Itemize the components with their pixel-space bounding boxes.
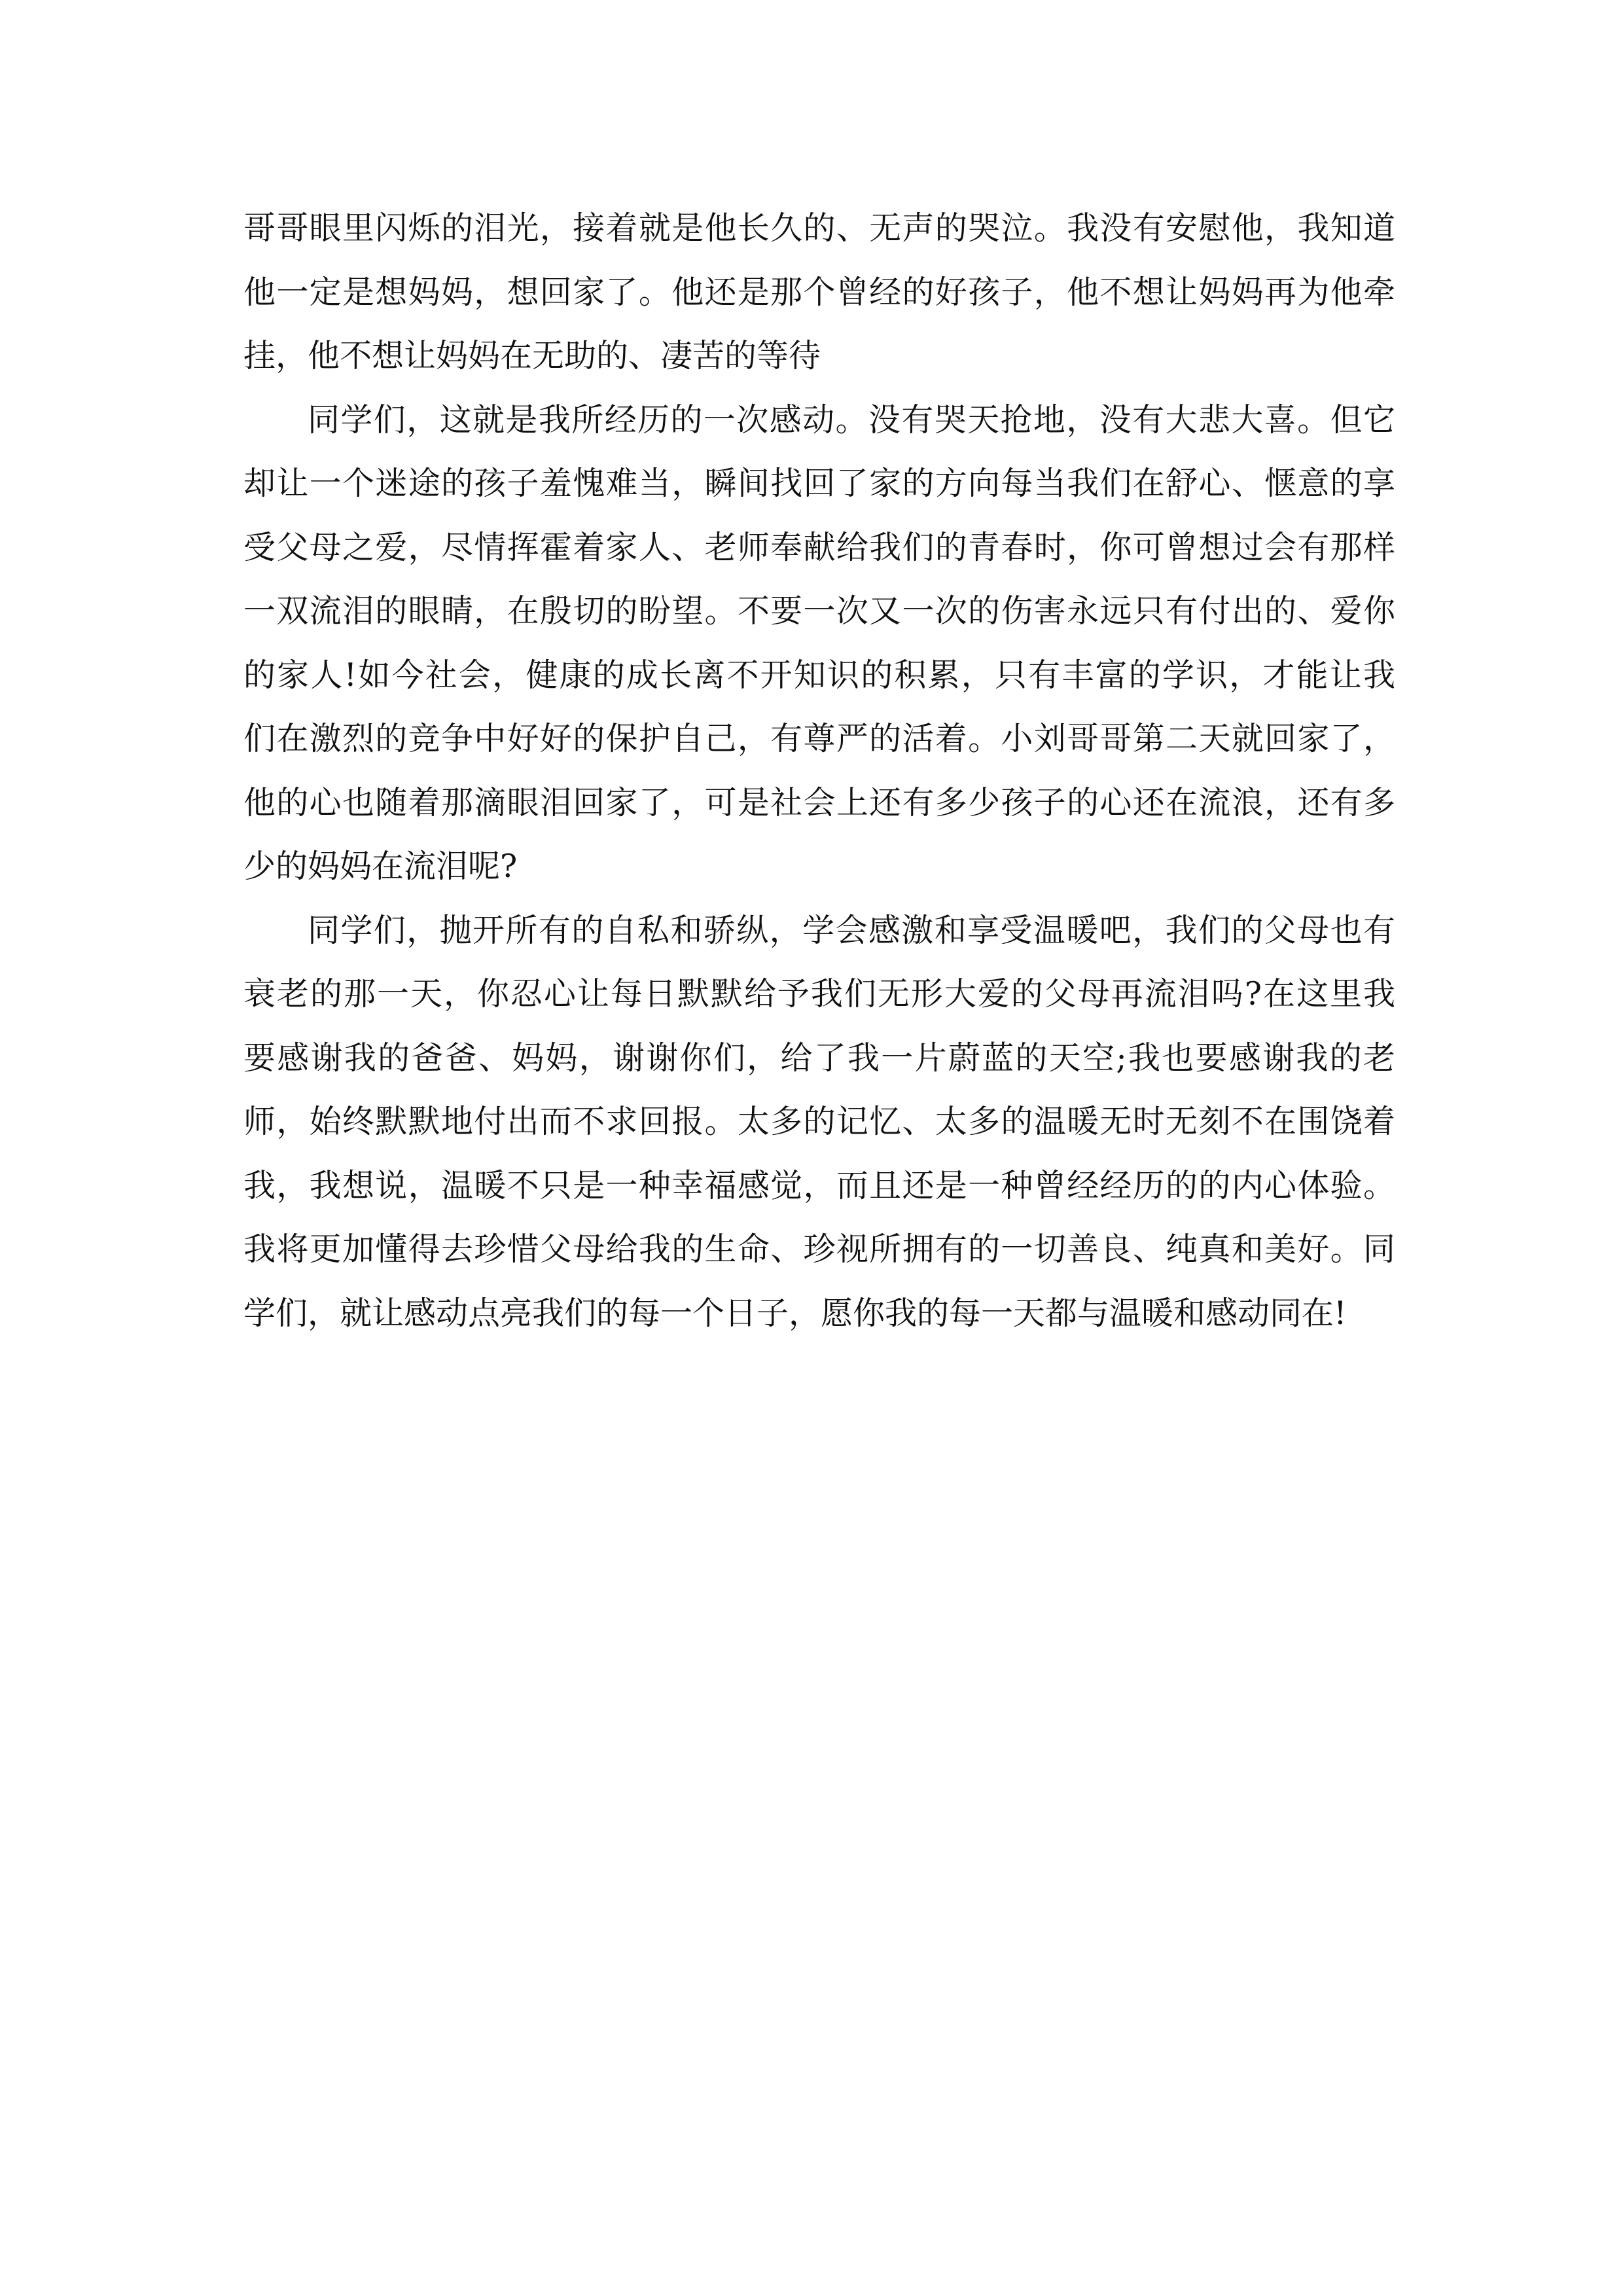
document-body	[243, 196, 1395, 1345]
paragraph-2	[243, 388, 1395, 899]
paragraph-3-line-1: 同学们，抛开所有的自私和骄纵，学会感激和享受温暖吧，我们的父母也有	[308, 911, 1395, 949]
paragraph-1-line-3: 挂，他不想让妈妈在无助的、凄苦的等待	[243, 337, 821, 374]
paragraph-3	[243, 899, 1395, 1346]
paragraph-3-line-2: 衰老的那一天，你忍心让每日默默给予我们无形大爱的父母再流泪吗?在这里我	[243, 975, 1395, 1013]
paragraph-1-line-1: 哥哥眼里闪烁的泪光，接着就是他长久的、无声的哭泣。我没有安慰他，我知道	[243, 209, 1395, 247]
paragraph-2-line-5: 的家人!如今社会，健康的成长离不开知识的积累，只有丰富的学识，才能让我	[243, 656, 1395, 694]
paragraph-1	[243, 196, 1395, 388]
paragraph-2-line-6: 们在激烈的竞争中好好的保护自己，有尊严的活着。小刘哥哥第二天就回家了，	[243, 720, 1395, 757]
paragraph-1-line-2: 他一定是想妈妈，想回家了。他还是那个曾经的好孩子，他不想让妈妈再为他牵	[243, 273, 1395, 311]
paragraph-2-line-7: 他的心也随着那滴眼泪回家了，可是社会上还有多少孩子的心还在流浪，还有多	[243, 783, 1395, 821]
paragraph-3-line-3: 要感谢我的爸爸、妈妈，谢谢你们，给了我一片蔚蓝的天空;我也要感谢我的老	[243, 1039, 1395, 1077]
paragraph-3-line-7: 学们，就让感动点亮我们的每一个日子，愿你我的每一天都与温暖和感动同在!	[243, 1294, 1347, 1332]
paragraph-3-line-4: 师，始终默默地付出而不求回报。太多的记忆、太多的温暖无时无刻不在围饶着	[243, 1103, 1395, 1140]
paragraph-2-line-3: 受父母之爱，尽情挥霍着家人、老师奉献给我们的青春时，你可曾想过会有那样	[243, 528, 1395, 566]
paragraph-2-line-4: 一双流泪的眼睛，在殷切的盼望。不要一次又一次的伤害永远只有付出的、爱你	[243, 592, 1395, 630]
paragraph-2-line-8: 少的妈妈在流泪呢?	[243, 848, 518, 885]
paragraph-2-line-2: 却让一个迷途的孩子羞愧难当，瞬间找回了家的方向每当我们在舒心、惬意的享	[243, 465, 1395, 502]
paragraph-3-line-6: 我将更加懂得去珍惜父母给我的生命、珍视所拥有的一切善良、纯真和美好。同	[243, 1230, 1395, 1268]
paragraph-2-line-1: 同学们，这就是我所经历的一次感动。没有哭天抢地，没有大悲大喜。但它	[308, 401, 1395, 439]
paragraph-3-line-5: 我，我想说，温暖不只是一种幸福感觉，而且还是一种曾经经历的的内心体验。	[243, 1166, 1395, 1204]
